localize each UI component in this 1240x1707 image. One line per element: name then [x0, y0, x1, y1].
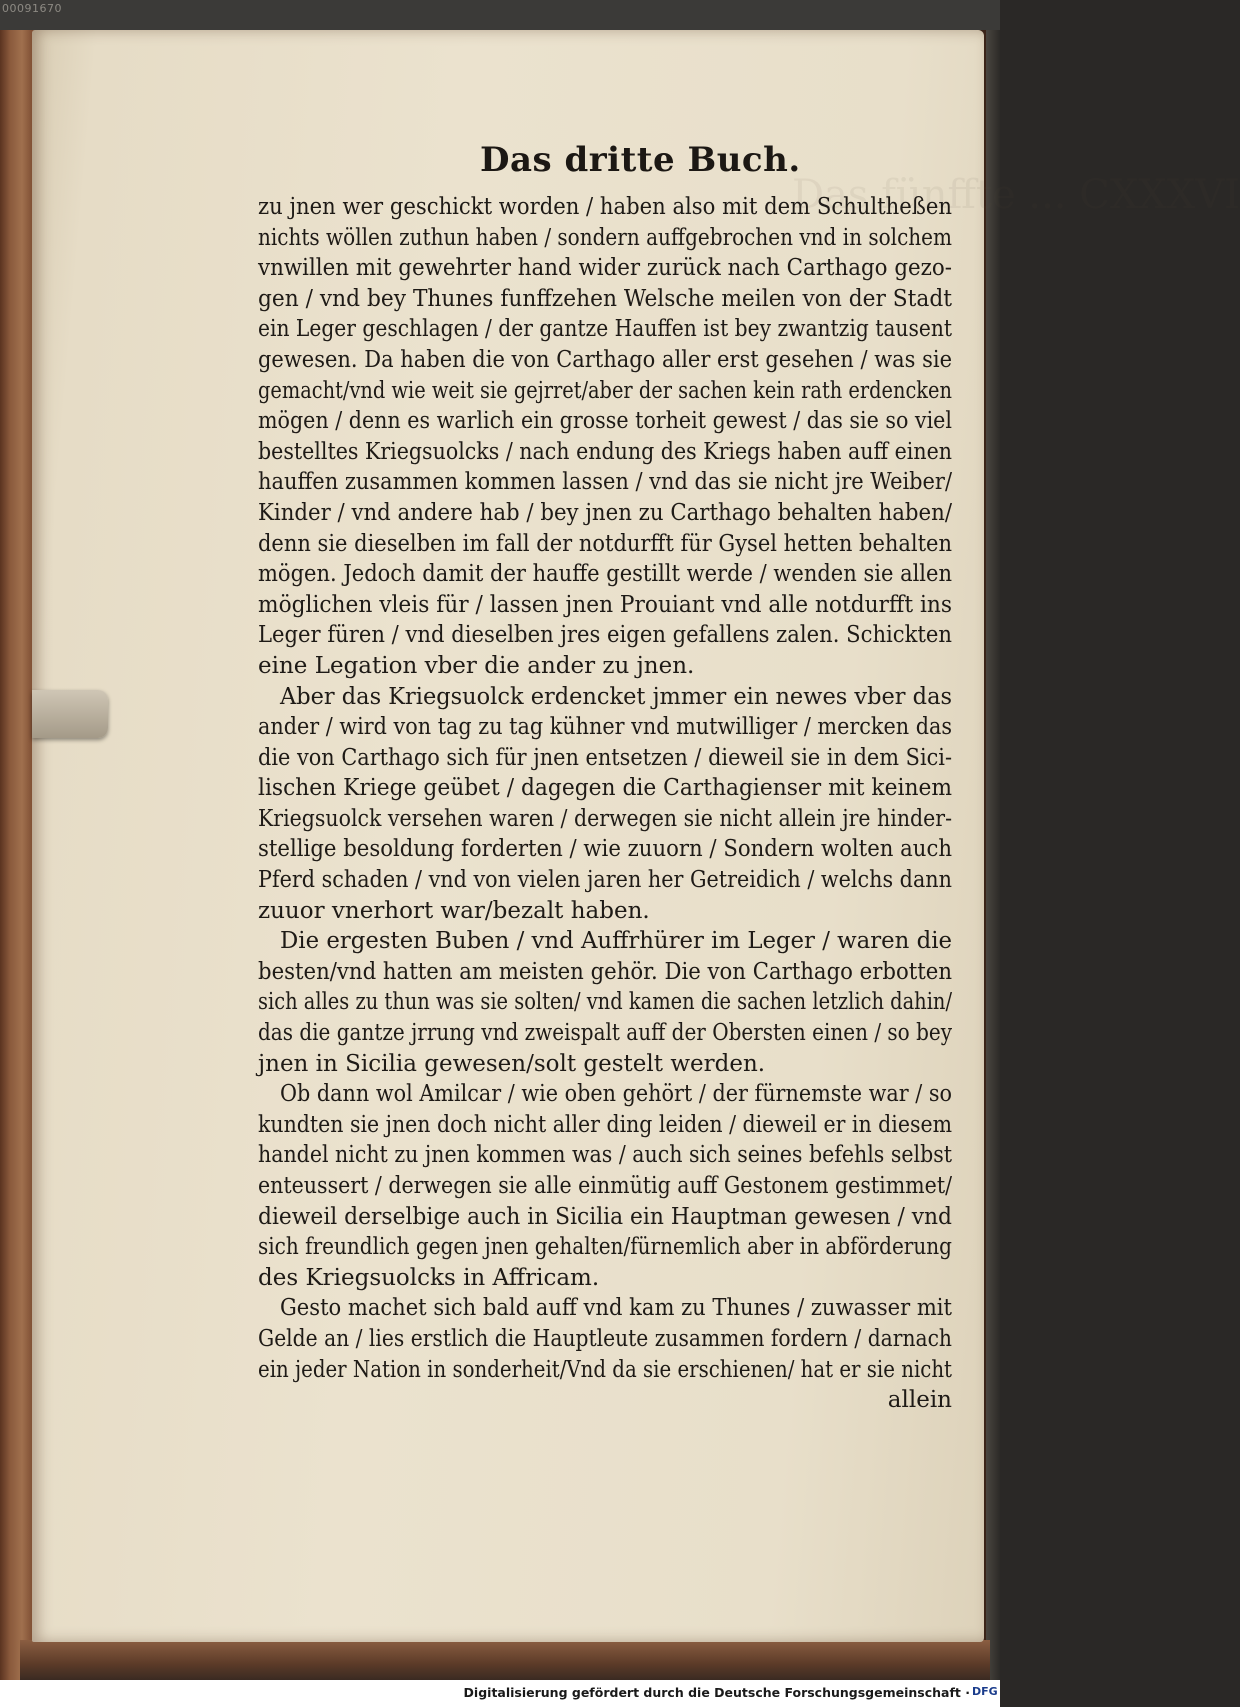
page-text-block [258, 192, 952, 1416]
text-line: Kinder / vnd andere hab / bey jnen zu Carthago behalten haben/ [258, 499, 952, 526]
text-line: besten/vnd hatten am meisten gehör. Die von Carthago erbotten [258, 958, 952, 985]
text-line: ander / wird von tag zu tag kühner vnd mutwilliger / mercken das [258, 714, 952, 741]
text-line: jnen in Sicilia gewesen/solt gestelt werden. [258, 1050, 766, 1077]
text-line: handel nicht zu jnen kommen was / auch sich seines befehls selbst [258, 1142, 952, 1169]
text-line: dieweil derselbige auch in Sicilia ein Hauptman gewesen / vnd [258, 1203, 952, 1230]
text-line: Pferd schaden / vnd von vielen jaren her Getreidich / welchs dann [258, 867, 952, 894]
book-right-edge [986, 30, 1000, 1680]
text-line: zuuor vnerhort war/bezalt haben. [258, 897, 650, 924]
text-line: nichts wöllen zuthun haben / sondern auffgebrochen vnd in solchem [258, 224, 952, 251]
text-line: Gesto machet sich bald auff vnd kam zu Thunes / zuwasser mit [280, 1295, 952, 1322]
text-line: ein jeder Nation in sonderheit/Vnd da sie erschienen/ hat er sie nicht [258, 1356, 952, 1383]
text-line: allein [887, 1387, 952, 1414]
text-line: die von Carthago sich für jnen entsetzen / dieweil sie in dem Sici- [258, 744, 952, 771]
text-line: des Kriegsuolcks in Affricam. [258, 1264, 600, 1291]
text-line: Aber das Kriegsuolck erdencket jmmer ein newes vber das [280, 683, 952, 710]
text-line: das die gantze jrrung vnd zweispalt auff der Obersten einen / so bey [258, 1020, 952, 1047]
text-line: mögen. Jedoch damit der hauffe gestillt werde / wenden sie allen [258, 561, 952, 588]
text-line: vnwillen mit gewehrter hand wider zurück nach Carthago gezo- [258, 255, 952, 282]
text-line: zu jnen wer geschickt worden / haben also mit dem Schultheßen [258, 194, 952, 220]
dfg-logo-icon: DFG [972, 1685, 998, 1698]
funding-credit: Digitalisierung gefördert durch die Deutsche Forschungsgemeinschaft · [463, 1685, 970, 1700]
text-line: Die ergesten Buben / vnd Auffrhürer im Leger / waren die [280, 928, 952, 955]
bookmark-ribbon [32, 690, 108, 738]
footer-bar [0, 1680, 1000, 1707]
text-line: lischen Kriege geübet / dagegen die Carthagienser mit keinem [258, 775, 952, 802]
text-line: gewesen. Da haben die von Carthago aller erst gesehen / was sie [258, 346, 952, 373]
running-head: Das dritte Buch. [480, 140, 801, 180]
text-line: sich freundlich gegen jnen gehalten/fürnemlich aber in abförderung [258, 1234, 952, 1261]
book-bottom-edge [20, 1640, 990, 1680]
text-line: sich alles zu thun was sie solten/ vnd kamen die sachen letzlich dahin/ [258, 989, 952, 1016]
text-line: stellige besoldung forderten / wie zuuorn / Sondern wolten auch [258, 836, 952, 863]
text-line: denn sie dieselben im fall der notdurfft für Gysel hetten behalten [258, 530, 952, 557]
text-line: Kriegsuolck versehen waren / derwegen sie nicht allein jre hinder- [258, 805, 952, 832]
text-line: gemacht/vnd wie weit sie gejrret/aber der sachen kein rath erdencken [258, 377, 952, 404]
text-line: enteussert / derwegen sie alle einmütig auff Gestonem gestimmet/ [258, 1173, 952, 1199]
text-line: eine Legation vber die ander zu jnen. [258, 652, 695, 679]
text-line: kundten sie jnen doch nicht aller ding leiden / dieweil er in diesem [258, 1111, 952, 1138]
text-line: bestelltes Kriegsuolcks / nach endung des Kriegs haben auff einen [258, 438, 952, 465]
text-line: ein Leger geschlagen / der gantze Hauffen ist bey zwantzig tausent [258, 316, 952, 343]
text-line: hauffen zusammen kommen lassen / vnd das sie nicht jre Weiber/ [258, 469, 952, 496]
text-line: möglichen vleis für / lassen jnen Prouiant vnd alle notdurfft ins [258, 591, 952, 618]
text-line: mögen / denn es warlich ein grosse torheit gewest / das sie so viel [258, 408, 952, 435]
text-line: Ob dann wol Amilcar / wie oben gehört / der fürnemste war / so [280, 1081, 952, 1108]
text-line: Leger füren / vnd dieselben jres eigen gefallens zalen. Schickten [258, 622, 952, 649]
text-line: Gelde an / lies erstlich die Hauptleute zusammen fordern / darnach [258, 1325, 952, 1352]
text-line: gen / vnd bey Thunes funffzehen Welsche meilen von der Stadt [258, 285, 952, 312]
scan-id: 00091670 [2, 2, 62, 15]
show-through-text: Das fünffte ... CXXXVI [792, 172, 1240, 218]
